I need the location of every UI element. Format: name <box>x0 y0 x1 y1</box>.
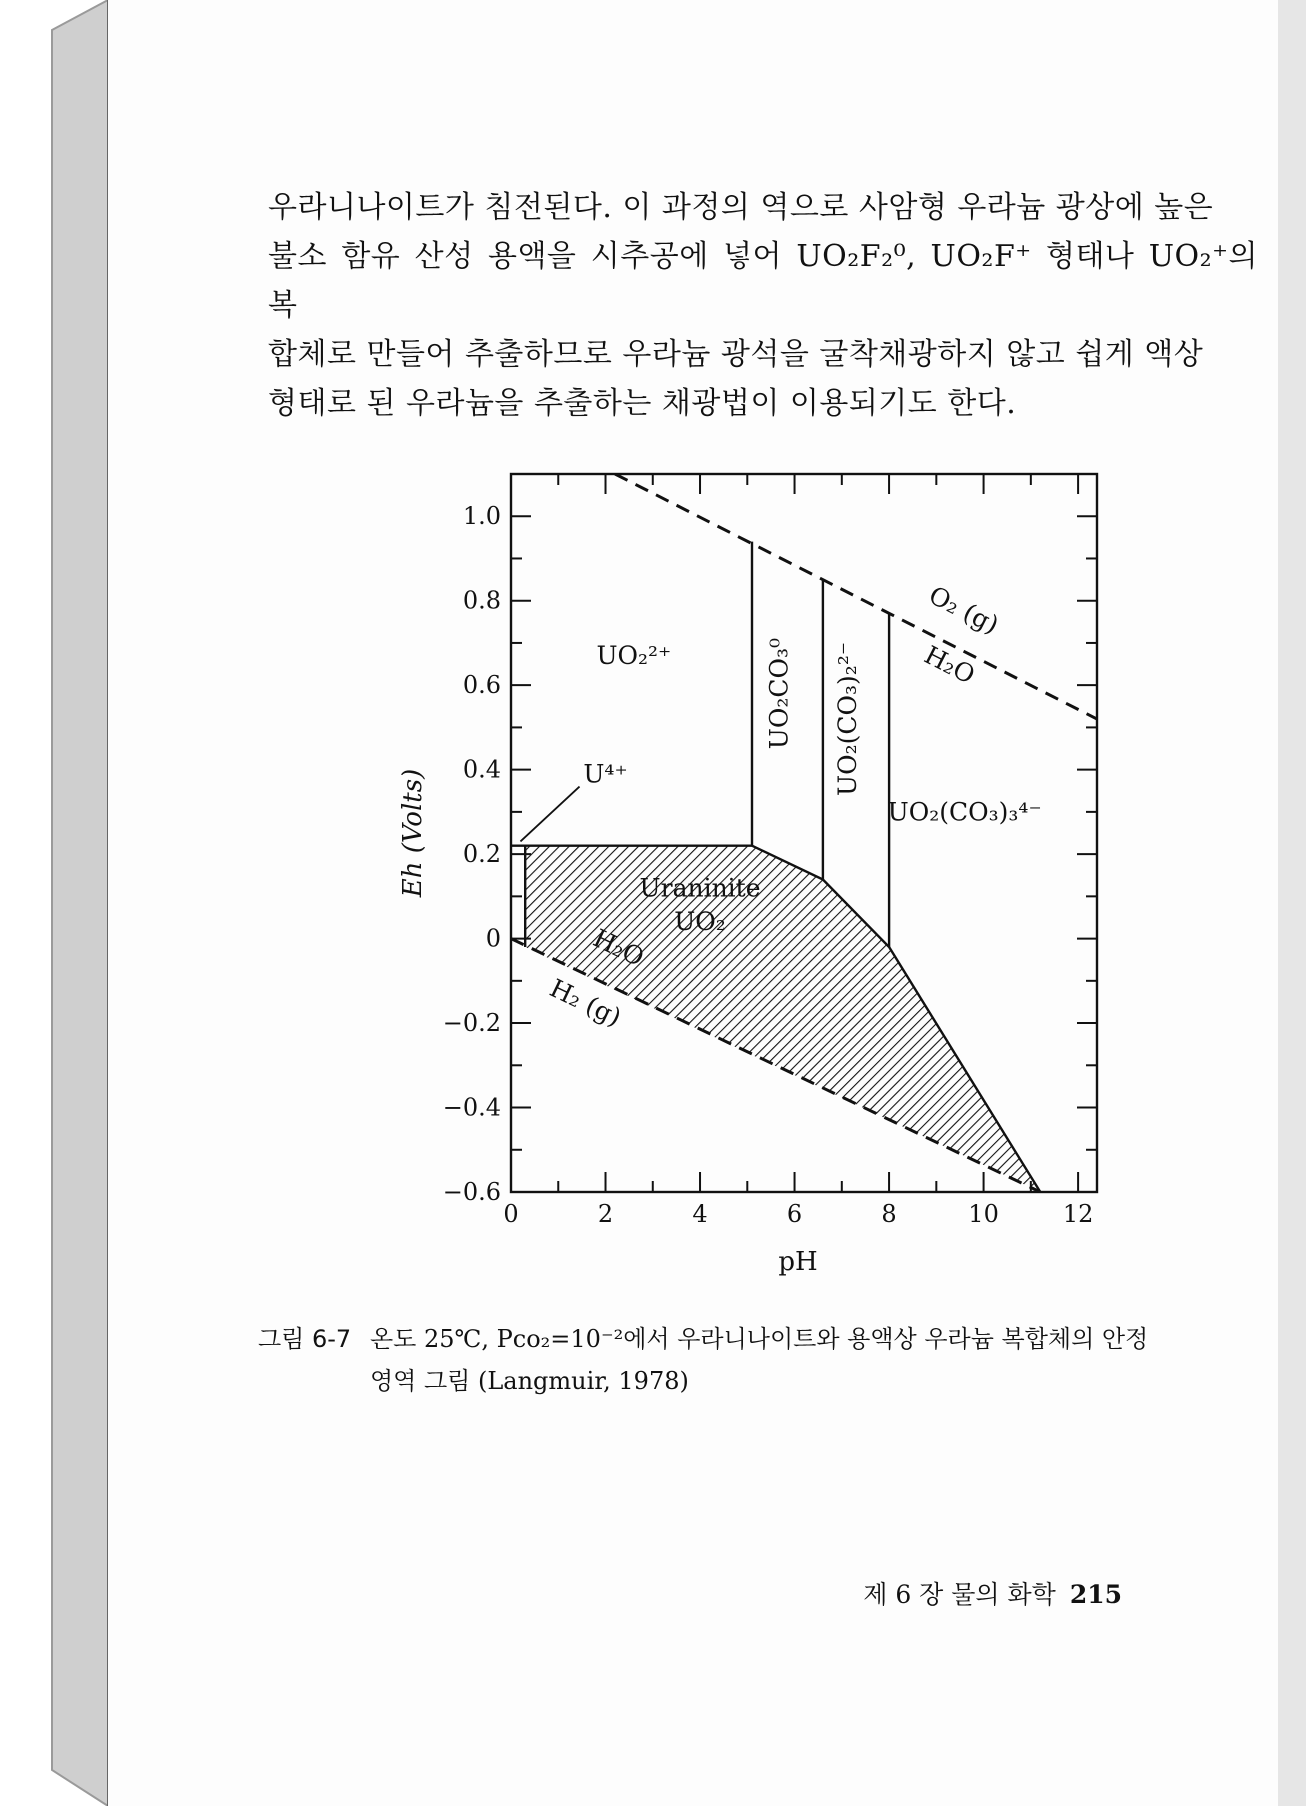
figure-number: 그림 6-7 <box>258 1325 352 1353</box>
y-tick-label: 0.2 <box>462 840 501 869</box>
region-label: UO₂(CO₃)₃⁴⁻ <box>887 797 1042 827</box>
book-page <box>108 0 1278 1806</box>
y-axis-label: Eh (Volts) <box>398 768 428 898</box>
region-label: UO₂CO₃⁰ <box>764 637 794 750</box>
region-label: UO₂²⁺ <box>596 641 672 671</box>
figure-caption <box>258 1318 1268 1402</box>
y-tick-label: −0.6 <box>442 1178 501 1206</box>
x-tick-label: 0 <box>503 1200 519 1228</box>
x-tick-label: 2 <box>597 1200 614 1228</box>
water-lower-label: H₂ (g) <box>545 973 626 1033</box>
water-upper-label: H₂O <box>919 640 980 690</box>
y-tick-label: −0.4 <box>442 1093 501 1122</box>
paragraph-line: 불소 함유 산성 용액을 시추공에 넣어 UO₂F₂⁰, UO₂F⁺ 형태나 UO₂⁺의 복 <box>268 239 1258 323</box>
y-tick-label: 1.0 <box>462 502 501 531</box>
region-label: Uraninite <box>639 873 761 903</box>
caption-line: 온도 25℃, Pco₂=10⁻²에서 우라니나이트와 용액상 우라늄 복합체의 안정 <box>370 1325 1149 1353</box>
page-number: 215 <box>1069 1580 1122 1609</box>
y-tick-label: 0.4 <box>462 755 501 784</box>
x-tick-label: 4 <box>692 1200 708 1228</box>
x-tick-label: 12 <box>1062 1200 1094 1228</box>
u4-pointer <box>520 787 579 842</box>
y-tick-label: 0 <box>485 924 501 953</box>
x-axis-label: pH <box>778 1247 818 1277</box>
water-lower-label: H₂O <box>588 923 649 973</box>
x-tick-label: 8 <box>881 1200 897 1228</box>
region-label: UO₂(CO₃)₂²⁻ <box>832 641 862 796</box>
y-tick-label: 0.6 <box>462 671 501 700</box>
y-tick-label: 0.8 <box>462 586 501 615</box>
paragraph-line: 형태로 된 우라늄을 추출하는 채광법이 이용되기도 한다. <box>268 386 1017 421</box>
paragraph-line: 우라니나이트가 침전된다. 이 과정의 역으로 사암형 우라늄 광상에 높은 <box>268 190 1214 225</box>
paragraph-line: 합체로 만들어 추출하므로 우라늄 광석을 굴착채광하지 않고 쉽게 액상 <box>268 337 1204 372</box>
caption-line: 영역 그림 (Langmuir, 1978) <box>370 1367 689 1395</box>
page-footer <box>108 1575 1122 1611</box>
region-label: UO₂ <box>674 907 726 937</box>
x-tick-label: 10 <box>968 1200 999 1228</box>
x-tick-label: 6 <box>786 1200 803 1228</box>
water-upper-label: O₂ (g) <box>924 580 1004 640</box>
region-label: U⁴⁺ <box>583 759 628 789</box>
plot-frame <box>511 474 1097 1192</box>
y-tick-label: −0.2 <box>442 1009 501 1038</box>
chapter-title: 제 6 장 물의 화학 <box>863 1580 1056 1609</box>
eh-ph-diagram <box>108 0 1278 1806</box>
